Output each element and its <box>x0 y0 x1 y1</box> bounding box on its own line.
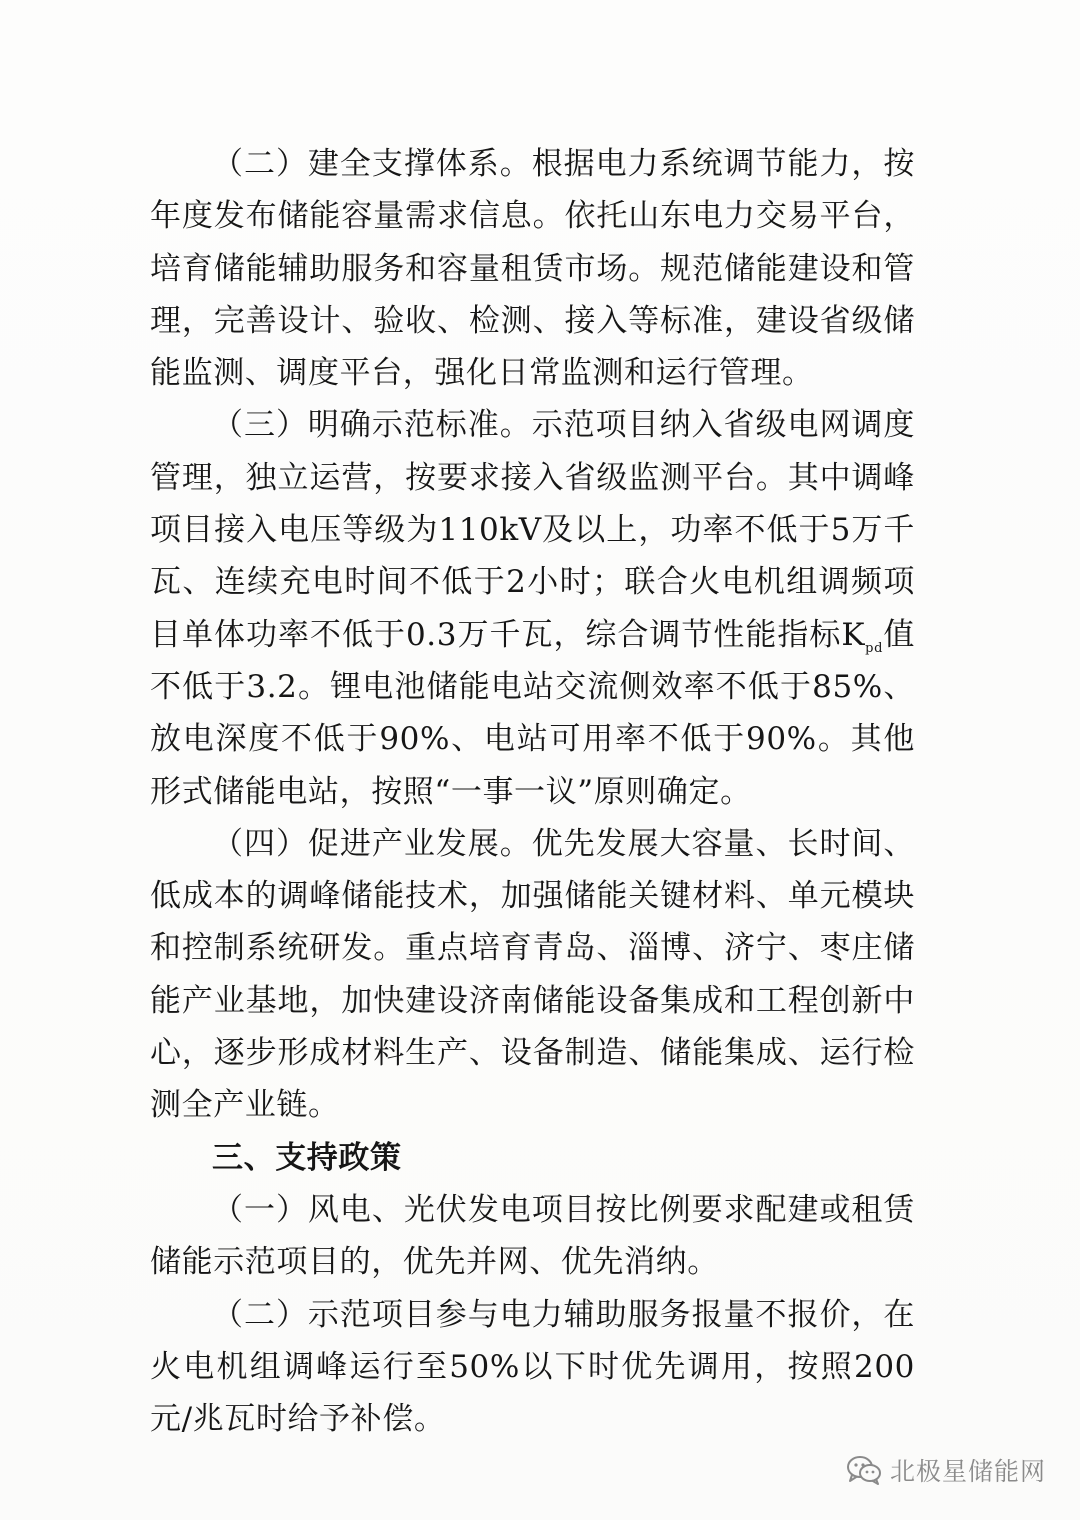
paragraph-support-system: （二）建全支撑体系。根据电力系统调节能力，按年度发布储能容量需求信息。依托山东电力交易平台，培育储能辅助服务和容量租赁市场。规范储能建设和管理，完善设计、验收、检测、接入等标准，建设省级储能监测、调度平台，强化日常监测和运行管理。 <box>150 146 915 392</box>
watermark <box>846 1452 1046 1488</box>
paragraph-demo-standards-part2: 值不低于3.2。锂电池储能电站交流侧效率不低于85%、放电深度不低于90%、电站可用率不低于90%。其他形式储能电站，按照“一事一议”原则确定。 <box>150 616 915 810</box>
watermark-text: 北极星储能网 <box>889 1457 1046 1486</box>
wechat-icon <box>846 1455 882 1485</box>
paragraph-demo-standards <box>150 399 915 817</box>
document-body <box>150 138 915 1445</box>
section-heading: 三、支持政策 <box>212 1139 402 1176</box>
paragraph-industry-development: （四）促进产业发展。优先发展大容量、长时间、低成本的调峰储能技术，加强储能关键材料、单元模块和控制系统研发。重点培育青岛、淄博、济宁、枣庄储能产业基地，加快建设济南储能设备集成和工程创新中心，逐步形成材料生产、设备制造、储能集成、运行检测全产业链。 <box>150 825 915 1124</box>
policy-item-2: （二）示范项目参与电力辅助服务报量不报价，在火电机组调峰运行至50%以下时优先调用，按照200元/兆瓦时给予补偿。 <box>150 1296 915 1438</box>
kpd-subscript: pd <box>865 640 883 656</box>
policy-item-1: （一）风电、光伏发电项目按比例要求配建或租赁储能示范项目的，优先并网、优先消纳。 <box>150 1191 915 1281</box>
paragraph-demo-standards-part1: （三）明确示范标准。示范项目纳入省级电网调度管理，独立运营，按要求接入省级监测平台。其中调峰项目接入电压等级为110kV及以上，功率不低于5万千瓦、连续充电时间不低于2小时；联合火电机组调频项目单体功率不低于0.3万千瓦，综合调节性能指标K <box>150 407 915 653</box>
